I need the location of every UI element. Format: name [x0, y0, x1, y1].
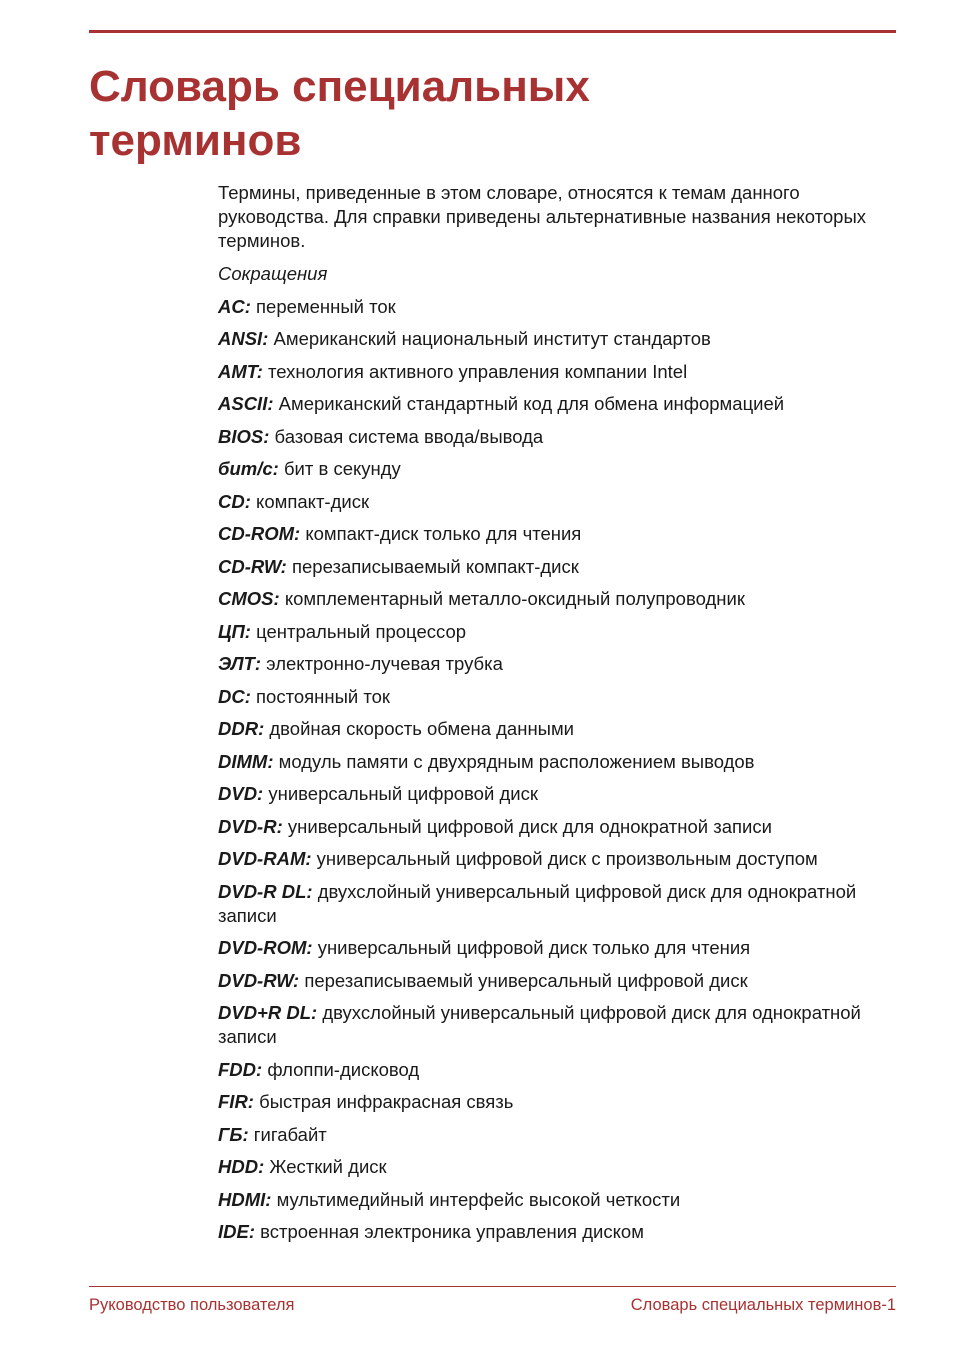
glossary-term: AC: [218, 295, 251, 317]
glossary-term: DVD-R DL: [218, 880, 313, 902]
glossary-definition: универсальный цифровой диск для однократной записи [287, 815, 772, 837]
glossary-term: ЭЛТ: [218, 653, 262, 674]
glossary-term: ЦП: [218, 620, 251, 642]
glossary-definition: комплементарный металло-оксидный полупроводник [284, 588, 745, 609]
glossary-term: DDR: [218, 718, 265, 739]
glossary-definition: компакт-диск [256, 490, 370, 512]
glossary-entry [218, 815, 898, 839]
glossary-definition: быстрая инфракрасная связь [259, 1091, 514, 1112]
glossary-definition: универсальный цифровой диск [268, 783, 538, 804]
glossary-entry [218, 847, 898, 871]
glossary-definition: перезаписываемый компакт-диск [291, 555, 579, 577]
page-title-line-1: Словарь специальных [89, 62, 590, 111]
glossary-definition: Американский национальный институт стандартов [273, 328, 711, 349]
glossary-term: DVD-RW: [218, 969, 300, 991]
glossary-definition: универсальный цифровой диск только для чтения [317, 937, 751, 958]
glossary-entry [218, 750, 898, 774]
glossary-entry [218, 1058, 898, 1082]
footer-manual-title: Руководство пользователя [89, 1296, 295, 1314]
footer-rule [89, 1286, 896, 1287]
glossary-entry [218, 587, 898, 611]
glossary-entry [218, 360, 898, 384]
glossary-definition: гигабайт [253, 1123, 327, 1145]
glossary-term: DVD: [218, 783, 264, 804]
glossary-term: CD-ROM: [218, 523, 301, 544]
glossary-term: DC: [218, 685, 251, 707]
page-title [89, 60, 889, 168]
glossary-entry [218, 782, 898, 806]
glossary-definition: электронно-лучевая трубка [266, 653, 503, 674]
glossary-entry [218, 717, 898, 741]
glossary-term: HDD: [218, 1156, 265, 1177]
glossary-term: IDE: [218, 1221, 255, 1242]
glossary-entry [218, 1188, 898, 1212]
glossary-definition: двойная скорость обмена данными [269, 718, 575, 739]
glossary-term: DVD+R DL: [218, 1002, 318, 1023]
glossary-term: FDD: [218, 1058, 263, 1080]
glossary-definition: переменный ток [256, 295, 396, 317]
glossary-entry [218, 392, 898, 416]
glossary-entry [218, 936, 898, 960]
glossary-entry [218, 1090, 898, 1114]
glossary-term: FIR: [218, 1091, 254, 1112]
glossary-definition: Американский стандартный код для обмена информацией [278, 393, 785, 414]
glossary-entry [218, 969, 898, 993]
glossary-entry [218, 490, 898, 514]
glossary-entry [218, 1220, 898, 1244]
glossary-definition: перезаписываемый универсальный цифровой диск [304, 969, 748, 991]
glossary-content [218, 181, 898, 1253]
glossary-term: DVD-R: [218, 815, 283, 837]
top-rule [89, 30, 896, 33]
glossary-term: ГБ: [218, 1123, 249, 1145]
glossary-entry [218, 555, 898, 579]
intro-paragraph: Термины, приведенные в этом словаре, относятся к темам данного руководства. Для справки приведены альтернативные названия некоторых терминов. [218, 182, 867, 251]
glossary-definition: компакт-диск только для чтения [305, 523, 582, 544]
glossary-term: ASCII: [218, 393, 274, 414]
glossary-definition: постоянный ток [256, 685, 391, 707]
glossary-entry [218, 522, 898, 546]
glossary-term: BIOS: [218, 425, 270, 447]
glossary-entry [218, 1123, 898, 1147]
glossary-definition: двухслойный универсальный цифровой диск для однократной записи [218, 880, 857, 926]
glossary-definition: центральный процессор [256, 620, 467, 642]
glossary-entry [218, 880, 898, 928]
glossary-term: DVD-ROM: [218, 937, 313, 958]
glossary-entry [218, 295, 898, 319]
glossary-term: CD-RW: [218, 555, 287, 577]
glossary-definition: флоппи-дисковод [267, 1058, 420, 1080]
abbreviations-heading: Сокращения [218, 263, 328, 284]
glossary-definition: мультимедийный интерфейс высокой четкости [276, 1188, 681, 1210]
glossary-definition: бит в секунду [283, 458, 401, 479]
glossary-term: CMOS: [218, 588, 280, 609]
glossary-entry [218, 685, 898, 709]
glossary-entry [218, 652, 898, 676]
glossary-entry [218, 425, 898, 449]
glossary-term: CD: [218, 490, 251, 512]
glossary-entry [218, 1155, 898, 1179]
glossary-term: AMT: [218, 360, 263, 382]
footer-page-number: Словарь специальных терминов-1 [630, 1296, 896, 1314]
glossary-term: HDMI: [218, 1188, 272, 1210]
glossary-entry [218, 457, 898, 481]
glossary-definition: базовая система ввода/вывода [274, 425, 544, 447]
glossary-definition: универсальный цифровой диск с произвольным доступом [316, 848, 818, 869]
glossary-term: бит/с: [218, 458, 279, 479]
glossary-term: DIMM: [218, 750, 274, 772]
glossary-entry [218, 620, 898, 644]
glossary-definition: Жесткий диск [269, 1156, 387, 1177]
glossary-definition: технология активного управления компании Intel [268, 360, 688, 382]
glossary-term: ANSI: [218, 328, 269, 349]
glossary-definition: двухслойный универсальный цифровой диск для однократной записи [218, 1002, 861, 1047]
glossary-term: DVD-RAM: [218, 848, 312, 869]
page-title-line-2: терминов [89, 116, 302, 165]
glossary-entry [218, 1001, 898, 1049]
glossary-definition: модуль памяти с двухрядным расположением выводов [278, 750, 755, 772]
glossary-entry [218, 327, 898, 351]
glossary-definition: встроенная электроника управления диском [260, 1221, 644, 1242]
